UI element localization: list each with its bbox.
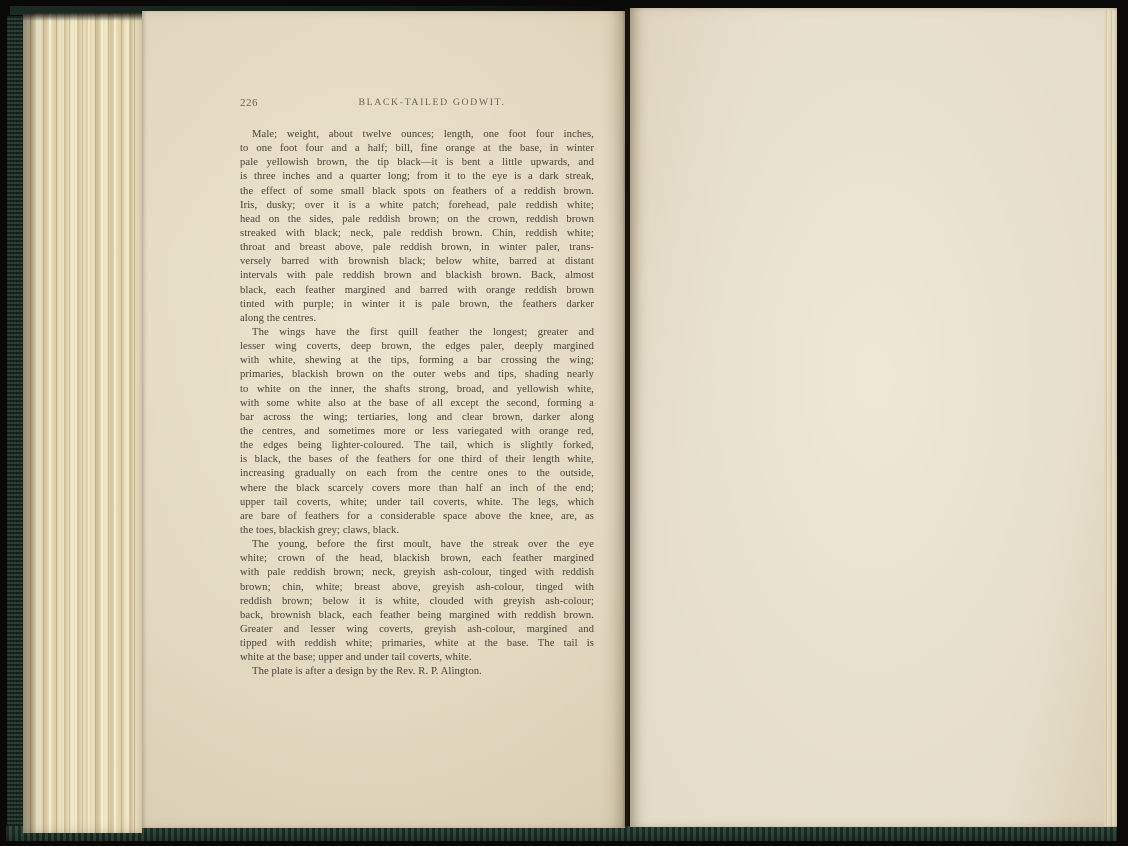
text-line: Male; weight, about twelve ounces; length, one foot four inches, — [252, 129, 594, 140]
text-line: white; crown of the head, blackish brown, each feather margined — [240, 553, 594, 565]
text-line: increasing gradually on each from the centre ones to the outside, — [240, 468, 594, 480]
text-line: with white, shewing at the tips, forming a bar crossing the wing; — [240, 355, 594, 367]
text-line: to one foot four and a half; bill, fine orange at the base, in winter — [240, 143, 594, 155]
text-line: Greater and lesser wing coverts, greyish ash-colour, margined and — [240, 623, 594, 635]
text-line: The wings have the first quill feather the longest; greater and — [252, 326, 594, 338]
text-line: with pale reddish brown; neck, greyish ash-colour, tinged with reddish — [240, 567, 594, 579]
text-line: primaries, blackish brown on the outer webs and tips, shading nearly — [240, 369, 594, 381]
text-line: bar across the wing; tertiaries, long and clear brown, darker along — [240, 411, 594, 423]
text-line: head on the sides, pale reddish brown; on the crown, reddish brown — [240, 213, 594, 225]
text-line: black, each feather margined and barred with orange reddish brown — [240, 284, 594, 296]
page-text — [240, 128, 594, 679]
page-edges-stack — [23, 13, 142, 833]
text-line: back, brownish black, each feather being margined with reddish brown. — [240, 609, 594, 621]
text-line: Iris, dusky; over it is a white patch; forehead, pale reddish white; — [240, 199, 594, 211]
text-line: lesser wing coverts, deep brown, the edges paler, deeply margined — [240, 341, 594, 353]
text-line: the centres, and sometimes more or less variegated with orange red, — [240, 425, 594, 437]
text-line: is three inches and a quarter long; from it to the eye is a dark streak, — [240, 171, 594, 183]
text-line: brown; chin, white; breast above, greyish ash-colour, tinged with — [240, 581, 594, 593]
right-page-fore-edge — [1104, 10, 1117, 826]
text-line: white at the base; upper and under tail coverts, white. — [240, 652, 472, 664]
text-line: the edges being lighter-coloured. The tail, which is slightly forked, — [240, 440, 594, 452]
running-title: BLACK-TAILED GODWIT. — [358, 97, 506, 108]
text-line: are bare of feathers for a considerable space above the knee, are, as — [240, 510, 594, 522]
book-cover-left-edge — [7, 16, 23, 834]
text-line: the toes, blackish grey; claws, black. — [240, 524, 400, 536]
page-number: 226 — [240, 97, 258, 109]
text-line: reddish brown; below it is white, clouded with greyish ash-colour; — [240, 595, 594, 607]
book-cover-bottom-edge — [6, 826, 1117, 841]
left-page — [142, 11, 625, 828]
text-line: along the centres. — [240, 312, 317, 324]
page-header — [240, 97, 594, 113]
text-line: tinted with purple; in winter it is pale brown, the feathers darker — [240, 298, 594, 310]
text-line: tipped with reddish white; primaries, white at the base. The tail is — [240, 638, 594, 650]
text-line: versely barred with brownish black; below white, barred at distant — [240, 256, 594, 268]
text-line: The young, before the first moult, have the streak over the eye — [252, 539, 594, 551]
text-line: where the black scarcely covers more than half an inch of the end; — [240, 482, 594, 494]
text-line: upper tail coverts, white; under tail coverts, white. The legs, which — [240, 496, 594, 508]
text-line: the effect of some small black spots on feathers of a reddish brown. — [240, 185, 594, 197]
text-line: with some white also at the base of all except the second, forming a — [240, 397, 594, 409]
text-line: intervals with pale reddish brown and blackish brown. Back, almost — [240, 270, 594, 282]
right-page-blank — [630, 8, 1117, 827]
text-line: pale yellowish brown, the tip black—it is bent a little upwards, and — [240, 157, 594, 169]
text-line: The plate is after a design by the Rev. R. P. Alington. — [252, 666, 482, 678]
text-line: to white on the inner, the shafts strong, broad, and yellowish white, — [240, 383, 594, 395]
text-line: streaked with black; neck, pale reddish brown. Chin, reddish white; — [240, 227, 594, 239]
text-line: is black, the bases of the feathers for one third of their length white, — [240, 454, 594, 466]
text-line: throat and breast above, pale reddish brown, in winter paler, trans- — [240, 242, 594, 254]
